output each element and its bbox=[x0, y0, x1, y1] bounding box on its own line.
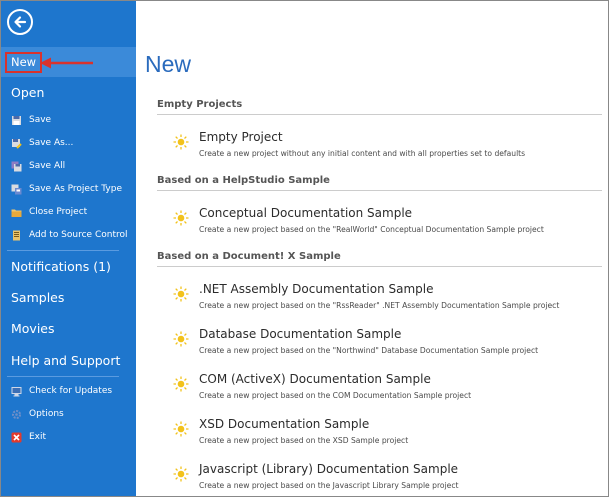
sidebar-divider bbox=[7, 376, 119, 377]
page-title: New bbox=[145, 51, 192, 77]
sidebar-item-exit[interactable] bbox=[1, 427, 136, 447]
template-description: Create a new project based on the "Northwind" Database Documentation Sample project bbox=[199, 346, 539, 355]
sidebar-item-label: Exit bbox=[29, 432, 47, 442]
sidebar-item-label: Save As... bbox=[29, 138, 74, 148]
save-all-icon bbox=[11, 161, 22, 172]
sidebar-item-label: Check for Updates bbox=[29, 386, 113, 396]
sidebar-item-add-to-source-control[interactable] bbox=[1, 225, 136, 245]
main-panel bbox=[136, 1, 608, 496]
close-project-icon bbox=[11, 207, 22, 218]
exit-icon bbox=[11, 432, 22, 443]
sidebar-item-label: Save All bbox=[29, 161, 66, 171]
sun-icon bbox=[173, 210, 189, 226]
template-description: Create a new project based on the COM Documentation Sample project bbox=[199, 391, 472, 400]
sun-icon bbox=[173, 421, 189, 437]
sidebar-item-open[interactable]: Open bbox=[11, 85, 45, 100]
template-description: Create a new project based on the Javascript Library Sample project bbox=[199, 481, 459, 490]
sidebar-item-save-as-project-type[interactable] bbox=[1, 179, 136, 199]
section-divider bbox=[157, 114, 602, 115]
template-title: .NET Assembly Documentation Sample bbox=[199, 282, 434, 296]
sidebar-item-save[interactable] bbox=[1, 110, 136, 130]
sidebar-item-check-for-updates[interactable] bbox=[1, 381, 136, 401]
sidebar-item-label: Close Project bbox=[29, 207, 88, 217]
save-icon bbox=[11, 115, 22, 126]
sidebar-item-save-as[interactable] bbox=[1, 133, 136, 153]
template-description: Create a new project without any initial content and with all properties set to defaults bbox=[199, 149, 526, 158]
sidebar-item-notifications[interactable]: Notifications (1) bbox=[11, 259, 111, 274]
back-arrow-icon[interactable] bbox=[7, 9, 33, 35]
sun-icon bbox=[173, 286, 189, 302]
sidebar-item-new-label: New bbox=[5, 52, 42, 73]
sun-icon bbox=[173, 376, 189, 392]
template-description: Create a new project based on the "RssReader" .NET Assembly Documentation Sample project bbox=[199, 301, 560, 310]
save-as-icon bbox=[11, 138, 22, 149]
save-as-project-type-icon bbox=[11, 184, 22, 195]
template-description: Create a new project based on the XSD Sample project bbox=[199, 436, 409, 445]
sun-icon bbox=[173, 331, 189, 347]
section-divider bbox=[157, 190, 602, 191]
template-description: Create a new project based on the "RealWorld" Conceptual Documentation Sample project bbox=[199, 225, 544, 234]
annotation-arrow bbox=[39, 56, 95, 70]
template-title: Empty Project bbox=[199, 130, 283, 144]
sidebar-item-help-and-support[interactable]: Help and Support bbox=[11, 353, 121, 368]
sidebar bbox=[1, 1, 136, 496]
template-title: Conceptual Documentation Sample bbox=[199, 206, 413, 220]
sidebar-item-label: Options bbox=[29, 409, 64, 419]
sidebar-divider bbox=[7, 250, 119, 251]
sidebar-item-samples[interactable]: Samples bbox=[11, 290, 65, 305]
sun-icon bbox=[173, 466, 189, 482]
section-heading: Empty Projects bbox=[157, 99, 243, 110]
sidebar-item-options[interactable] bbox=[1, 404, 136, 424]
check-updates-icon bbox=[11, 386, 22, 397]
sidebar-item-save-all[interactable] bbox=[1, 156, 136, 176]
options-gear-icon bbox=[11, 409, 22, 420]
source-control-icon bbox=[11, 230, 22, 241]
template-title: Database Documentation Sample bbox=[199, 327, 402, 341]
section-heading: Based on a Document! X Sample bbox=[157, 251, 341, 262]
section-heading: Based on a HelpStudio Sample bbox=[157, 175, 330, 186]
sidebar-item-label: Save bbox=[29, 115, 52, 125]
sun-icon bbox=[173, 134, 189, 150]
sidebar-item-movies[interactable]: Movies bbox=[11, 321, 55, 336]
sidebar-item-label: Save As Project Type bbox=[29, 184, 122, 194]
sidebar-item-label: Add to Source Control bbox=[29, 230, 128, 240]
template-title: Javascript (Library) Documentation Sample bbox=[199, 462, 459, 476]
template-title: XSD Documentation Sample bbox=[199, 417, 370, 431]
section-divider bbox=[157, 266, 602, 267]
template-title: COM (ActiveX) Documentation Sample bbox=[199, 372, 431, 386]
sidebar-item-close-project[interactable] bbox=[1, 202, 136, 222]
